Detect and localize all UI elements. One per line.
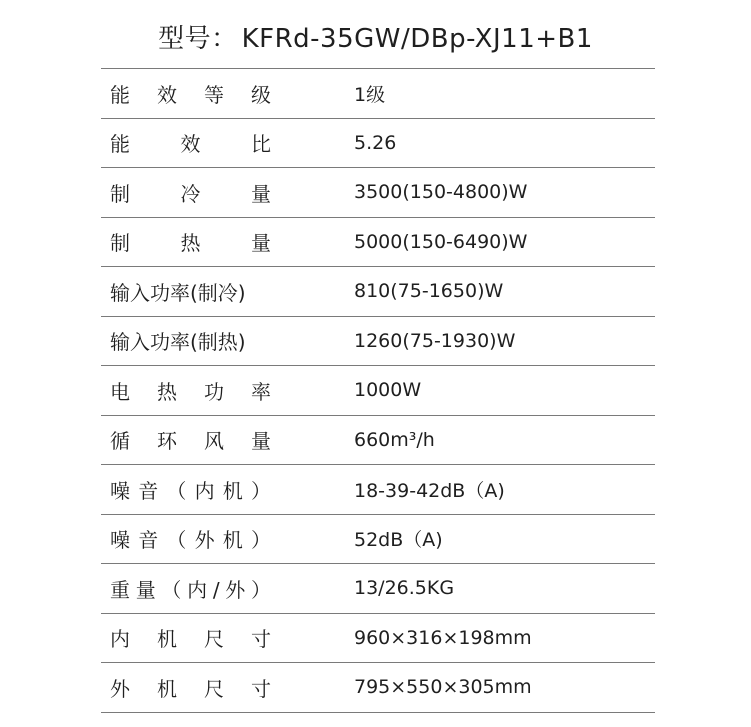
table-row bbox=[101, 267, 655, 317]
spec-label: 噪音（外机） bbox=[110, 528, 271, 553]
table-row bbox=[101, 663, 655, 713]
spec-label: 输入功率(制冷) bbox=[110, 280, 246, 305]
table-row bbox=[101, 317, 655, 367]
spec-value: 1260(75-1930)W bbox=[354, 329, 516, 352]
page-title bbox=[0, 18, 751, 55]
table-row bbox=[101, 515, 655, 565]
model-number: KFRd-35GW/DBp-XJ11+B1 bbox=[241, 24, 593, 54]
spec-value: 810(75-1650)W bbox=[354, 280, 504, 303]
table-row bbox=[101, 564, 655, 614]
spec-value: 52dB（A) bbox=[354, 529, 443, 552]
spec-label: 噪音（内机） bbox=[110, 478, 271, 503]
spec-label: 外 机 尺 寸 bbox=[110, 676, 271, 701]
spec-label: 重量（内/外） bbox=[110, 577, 271, 602]
spec-value: 660m³/h bbox=[354, 428, 435, 451]
spec-value: 960×316×198mm bbox=[354, 626, 532, 649]
model-label: 型号： bbox=[158, 24, 238, 54]
table-row bbox=[101, 69, 655, 119]
spec-label: 能 效 比 bbox=[110, 132, 271, 157]
table-row bbox=[101, 465, 655, 515]
spec-label: 输入功率(制热) bbox=[110, 330, 246, 355]
spec-value: 5.26 bbox=[354, 131, 397, 154]
spec-label: 内 机 尺 寸 bbox=[110, 627, 271, 652]
spec-value: 1级 bbox=[354, 83, 386, 106]
table-row bbox=[101, 218, 655, 268]
spec-value: 3500(150-4800)W bbox=[354, 181, 528, 204]
spec-value: 13/26.5KG bbox=[354, 577, 455, 600]
spec-label: 循 环 风 量 bbox=[110, 429, 271, 454]
spec-label: 制 冷 量 bbox=[110, 181, 271, 206]
spec-value: 18-39-42dB（A) bbox=[354, 479, 505, 502]
spec-table bbox=[101, 68, 655, 713]
spec-value: 1000W bbox=[354, 379, 422, 402]
table-row bbox=[101, 119, 655, 169]
spec-value: 5000(150-6490)W bbox=[354, 230, 528, 253]
spec-label: 能 效 等 级 bbox=[110, 82, 271, 107]
table-row bbox=[101, 416, 655, 466]
table-row bbox=[101, 168, 655, 218]
table-row bbox=[101, 614, 655, 664]
spec-label: 电 热 功 率 bbox=[110, 379, 271, 404]
spec-label: 制 热 量 bbox=[110, 231, 271, 256]
spec-value: 795×550×305mm bbox=[354, 676, 532, 699]
table-row bbox=[101, 366, 655, 416]
